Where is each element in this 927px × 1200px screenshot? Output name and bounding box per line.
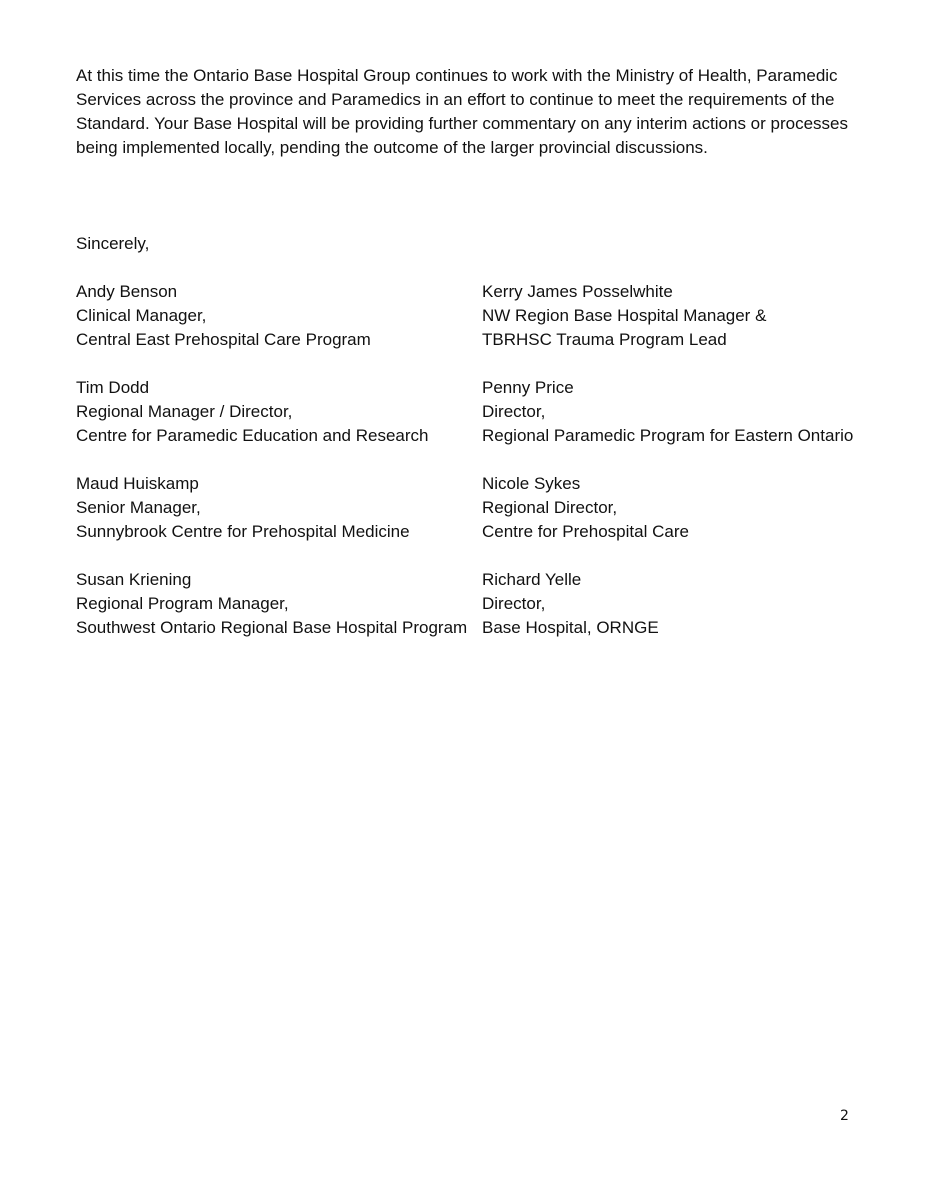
- signatory-name: Susan Kriening: [76, 570, 192, 589]
- signature-block: [76, 280, 876, 664]
- signatory-penny-price: [482, 376, 862, 448]
- signatory-title: NW Region Base Hospital Manager &: [482, 306, 767, 325]
- signature-row: [76, 568, 876, 640]
- signature-row: [76, 280, 876, 352]
- signatory-title: Senior Manager,: [76, 498, 201, 517]
- signatory-title: Regional Director,: [482, 498, 618, 517]
- signatory-organization: Base Hospital, ORNGE: [482, 618, 659, 637]
- signatory-organization: Centre for Prehospital Care: [482, 522, 689, 541]
- signatory-kerry-james-posselwhite: [482, 280, 862, 352]
- closing-salutation: Sincerely,: [76, 234, 150, 253]
- signatory-organization: Regional Paramedic Program for Eastern Ontario: [482, 426, 854, 445]
- signatory-name: Nicole Sykes: [482, 474, 581, 493]
- signatory-name: Kerry James Posselwhite: [482, 282, 673, 301]
- signatory-name: Tim Dodd: [76, 378, 150, 397]
- signature-row: [76, 472, 876, 544]
- signatory-title: Director,: [482, 594, 546, 613]
- signatory-organization: Central East Prehospital Care Program: [76, 330, 371, 349]
- signature-row: [76, 376, 876, 448]
- signatory-maud-huiskamp: [76, 472, 482, 544]
- signatory-name: Maud Huiskamp: [76, 474, 199, 493]
- signatory-organization: Sunnybrook Centre for Prehospital Medicine: [76, 522, 410, 541]
- signatory-title: Regional Program Manager,: [76, 594, 289, 613]
- signatory-title: Clinical Manager,: [76, 306, 207, 325]
- signatory-title: Regional Manager / Director,: [76, 402, 293, 421]
- signatory-name: Richard Yelle: [482, 570, 582, 589]
- signatory-name: Penny Price: [482, 378, 574, 397]
- signatory-susan-kriening: [76, 568, 482, 640]
- signatory-organization: TBRHSC Trauma Program Lead: [482, 330, 727, 349]
- signatory-title: Director,: [482, 402, 546, 421]
- signatory-nicole-sykes: [482, 472, 862, 544]
- signatory-organization: Southwest Ontario Regional Base Hospital Program: [76, 618, 468, 637]
- signatory-andy-benson: [76, 280, 482, 352]
- signatory-richard-yelle: [482, 568, 862, 640]
- body-paragraph: At this time the Ontario Base Hospital Group continues to work with the Ministry of Health, Paramedic Services across the province and Paramedics in an effort to continue to meet the requirements of the Standard. Your Base Hospital will be providing further commentary on any interim actions or processes being implemented locally, pending the outcome of the larger provincial discussions.: [76, 66, 848, 157]
- page-number: 2: [840, 1108, 849, 1124]
- signatory-tim-dodd: [76, 376, 482, 448]
- signatory-organization: Centre for Paramedic Education and Research: [76, 426, 429, 445]
- signatory-name: Andy Benson: [76, 282, 178, 301]
